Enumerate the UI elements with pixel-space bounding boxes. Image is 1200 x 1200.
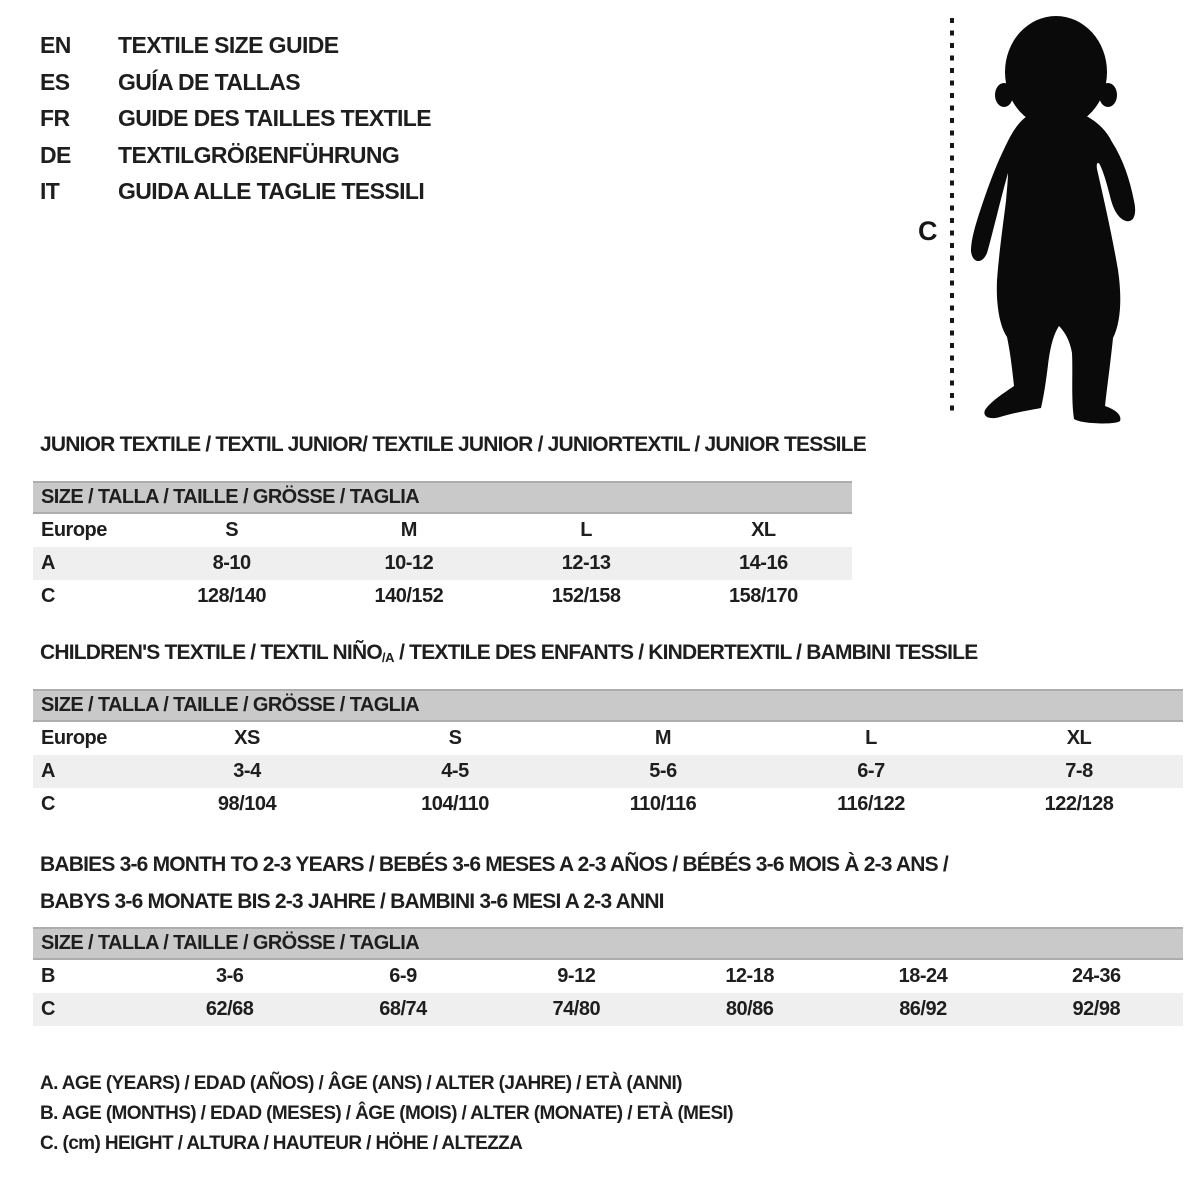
value-cell: 122/128 <box>1044 793 1114 815</box>
table-row <box>33 547 852 580</box>
language-code: DE <box>40 141 71 168</box>
value-cell: 104/110 <box>421 793 489 815</box>
table-row <box>33 722 1183 755</box>
value-cell: 18-24 <box>898 965 948 987</box>
value-cell: 86/92 <box>899 998 947 1020</box>
table-row <box>33 755 1183 788</box>
row-label-cell: B <box>41 965 55 987</box>
value-cell: 140/152 <box>374 585 444 607</box>
children-heading-sub: /A <box>381 650 395 665</box>
value-cell: 6-9 <box>389 965 417 987</box>
size-header-label: SIZE / TALLA / TAILLE / GRÖSSE / TAGLIA <box>41 694 420 716</box>
value-cell: 68/74 <box>379 998 427 1020</box>
babies-heading-line2: BABYS 3-6 MONATE BIS 2-3 JAHRE / BAMBINI 3-6 MESI A 2-3 ANNI <box>40 890 664 913</box>
language-label: TEXTILGRÖßENFÜHRUNG <box>118 141 400 168</box>
value-cell: S <box>448 727 462 749</box>
value-cell: L <box>580 519 592 541</box>
table-row <box>33 514 852 547</box>
size-header-band <box>33 481 852 514</box>
value-cell: 9-12 <box>557 965 596 987</box>
language-label: GUIDE DES TAILLES TEXTILE <box>118 105 431 132</box>
value-cell: M <box>400 519 417 541</box>
table-row <box>33 993 1183 1026</box>
toddler-figure-svg <box>900 10 1160 425</box>
value-cell: S <box>225 519 239 541</box>
height-figure <box>900 10 1160 425</box>
row-label-cell: A <box>41 552 55 574</box>
language-code: ES <box>40 68 70 95</box>
value-cell: XS <box>234 727 260 749</box>
table-row <box>33 580 852 613</box>
babies-size-table <box>33 960 1183 1026</box>
language-code: EN <box>40 32 71 58</box>
value-cell: 4-5 <box>441 760 469 782</box>
legend-line-b: B. AGE (MONTHS) / EDAD (MESES) / ÂGE (MOIS) / ALTER (MONATE) / ETÀ (MESI) <box>40 1103 733 1124</box>
row-label-cell: C <box>41 585 55 607</box>
toddler-silhouette <box>971 16 1135 423</box>
language-label: TEXTILE SIZE GUIDE <box>118 32 339 58</box>
babies-table-block <box>33 927 1183 1026</box>
children-heading-prefix: CHILDREN'S TEXTILE / TEXTIL NIÑO <box>40 641 382 664</box>
legend-line-c: C. (cm) HEIGHT / ALTURA / HAUTEUR / HÖHE / ALTEZZA <box>40 1133 523 1154</box>
value-cell: 10-12 <box>384 552 434 574</box>
value-cell: L <box>865 727 877 749</box>
row-label-cell: Europe <box>41 727 107 749</box>
value-cell: M <box>654 727 672 749</box>
junior-section-heading: JUNIOR TEXTILE / TEXTIL JUNIOR/ TEXTILE JUNIOR / JUNIORTEXTIL / JUNIOR TESSILE <box>40 433 866 456</box>
value-cell: 12-18 <box>725 965 774 987</box>
size-header-label: SIZE / TALLA / TAILLE / GRÖSSE / TAGLIA <box>41 486 420 508</box>
row-label-cell: Europe <box>41 519 107 541</box>
value-cell: 128/140 <box>197 585 267 607</box>
value-cell: 110/116 <box>629 793 697 815</box>
value-cell: 6-7 <box>857 760 885 782</box>
legend-line-a: A. AGE (YEARS) / EDAD (AÑOS) / ÂGE (ANS) / ALTER (JAHRE) / ETÀ (ANNI) <box>40 1073 682 1094</box>
value-cell: 158/170 <box>728 585 798 607</box>
size-header-band <box>33 689 1183 722</box>
children-section-heading <box>40 641 977 665</box>
junior-table-block <box>33 481 852 613</box>
babies-heading-line1: BABIES 3-6 MONTH TO 2-3 YEARS / BEBÉS 3-6 MESES A 2-3 AÑOS / BÉBÉS 3-6 MOIS À 2-3 ANS / <box>40 853 948 876</box>
language-label: GUÍA DE TALLAS <box>118 68 300 95</box>
value-cell: 98/104 <box>217 793 277 815</box>
value-cell: 92/98 <box>1072 998 1121 1020</box>
value-cell: 62/68 <box>205 998 254 1020</box>
language-code: FR <box>40 105 70 132</box>
value-cell: 7-8 <box>1065 760 1093 782</box>
measure-label-c: C <box>918 216 938 246</box>
row-label-cell: A <box>41 760 55 782</box>
value-cell: 80/86 <box>725 998 774 1020</box>
value-cell: XL <box>751 519 776 541</box>
language-code: IT <box>40 178 60 205</box>
children-size-table <box>33 722 1183 821</box>
value-cell: 14-16 <box>739 552 788 574</box>
value-cell: 3-4 <box>233 760 261 782</box>
value-cell: XL <box>1066 727 1092 749</box>
value-cell: 152/158 <box>551 585 621 607</box>
value-cell: 3-6 <box>215 965 244 987</box>
junior-size-table <box>33 514 852 613</box>
children-table-block <box>33 689 1183 821</box>
value-cell: 116/122 <box>837 793 905 815</box>
row-label-cell: C <box>41 998 55 1020</box>
size-header-label: SIZE / TALLA / TAILLE / GRÖSSE / TAGLIA <box>41 932 420 954</box>
table-row <box>33 788 1183 821</box>
table-row <box>33 960 1183 993</box>
row-label-cell: C <box>41 793 55 815</box>
value-cell: 74/80 <box>552 998 601 1020</box>
language-list <box>40 27 431 210</box>
value-cell: 24-36 <box>1071 965 1121 987</box>
babies-section-heading <box>40 846 948 920</box>
children-heading-suffix: / TEXTILE DES ENFANTS / KINDERTEXTIL / BAMBINI TESSILE <box>394 641 978 664</box>
size-header-band <box>33 927 1183 960</box>
language-label: GUIDA ALLE TAGLIE TESSILI <box>118 178 425 205</box>
value-cell: 12-13 <box>561 552 611 574</box>
measure-legend <box>40 1069 733 1159</box>
value-cell: 8-10 <box>212 552 251 574</box>
value-cell: 5-6 <box>649 760 677 782</box>
